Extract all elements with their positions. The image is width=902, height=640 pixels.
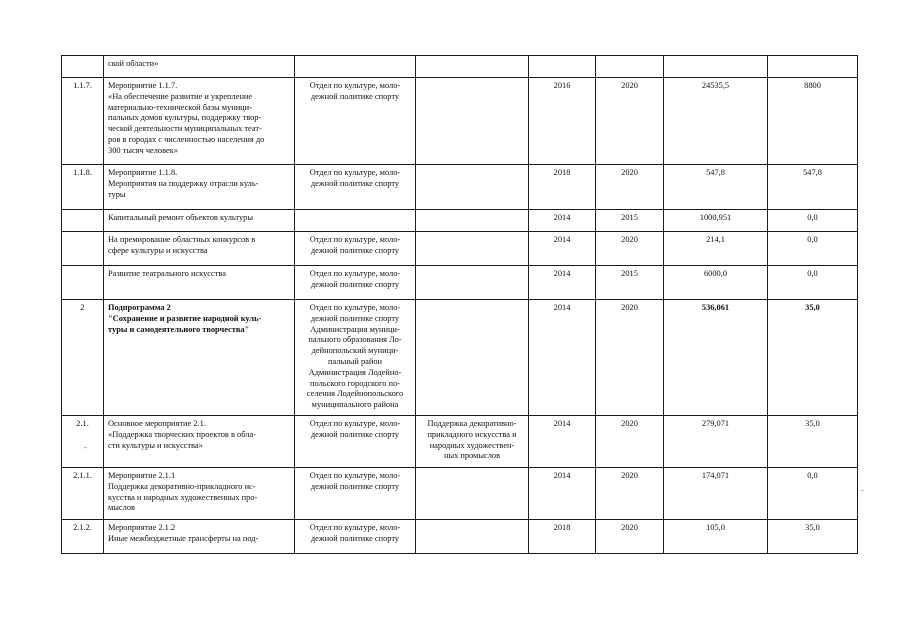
- responsible-cell: Отдел по культуре, моло- дежной политике спорту: [295, 468, 416, 520]
- current-amount-cell: [768, 56, 858, 78]
- result-cell: [416, 165, 529, 210]
- current-amount-cell: 35,0: [768, 520, 858, 554]
- table-row: [62, 416, 858, 468]
- activity-name-cell: Подпрограмма 2 "Сохранение и развитие народной куль- туры и самодеятельного творчества": [104, 300, 295, 416]
- total-amount-cell: 536,061: [664, 300, 768, 416]
- total-amount-cell: 279,071: [664, 416, 768, 468]
- total-amount-cell: 24535,5: [664, 78, 768, 165]
- table-row: [62, 56, 858, 78]
- row-number-cell: [62, 56, 104, 78]
- table-row: [62, 78, 858, 165]
- row-number-cell: [62, 232, 104, 266]
- responsible-cell: Отдел по культуре, моло- дежной политике спорту: [295, 520, 416, 554]
- result-cell: [416, 78, 529, 165]
- start-year-cell: 2014: [529, 232, 596, 266]
- table-row: [62, 232, 858, 266]
- current-amount-cell: 547,8: [768, 165, 858, 210]
- responsible-cell: Отдел по культуре, моло- дежной политике спорту: [295, 266, 416, 300]
- current-amount-cell: 35,0: [768, 416, 858, 468]
- current-amount-cell: 8800: [768, 78, 858, 165]
- end-year-cell: 2020: [596, 78, 664, 165]
- row-number-cell: 2.1.: [62, 416, 104, 468]
- start-year-cell: 2016: [529, 78, 596, 165]
- responsible-cell: [295, 210, 416, 232]
- row-number-cell: [62, 210, 104, 232]
- current-amount-cell: 0,0: [768, 468, 858, 520]
- table-row: [62, 165, 858, 210]
- result-cell: Поддержка декоративно- прикладного искусства и народных художествен- ных промыслов: [416, 416, 529, 468]
- activity-name-cell: Основное мероприятие 2.1. «Поддержка творческих проектов в обла- сти культуры и искусства»: [104, 416, 295, 468]
- start-year-cell: 2014: [529, 266, 596, 300]
- current-amount-cell: 0,0: [768, 232, 858, 266]
- start-year-cell: 2018: [529, 520, 596, 554]
- scan-mark: -: [861, 486, 864, 495]
- responsible-cell: Отдел по культуре, моло- дежной политике спорту: [295, 165, 416, 210]
- total-amount-cell: 547,8: [664, 165, 768, 210]
- responsible-cell: Отдел по культуре, моло- дежной политике спорту Администрация муници- пального образования Ло- дейнопольский муници- пальный район Администрация Лодейно- польского городского по- селения Лодейнопольского муниципального района: [295, 300, 416, 416]
- current-amount-cell: 0,0: [768, 266, 858, 300]
- end-year-cell: 2020: [596, 416, 664, 468]
- row-number-cell: 1.1.7.: [62, 78, 104, 165]
- result-cell: [416, 468, 529, 520]
- start-year-cell: [529, 56, 596, 78]
- total-amount-cell: [664, 56, 768, 78]
- activity-name-cell: Развитие театрального искусства: [104, 266, 295, 300]
- table-body: [62, 56, 858, 554]
- activity-name-cell: На премирование областных конкурсов в сфере культуры и искусства: [104, 232, 295, 266]
- activity-name-cell: Капитальный ремонт объектов культуры: [104, 210, 295, 232]
- row-number-cell: 1.1.8.: [62, 165, 104, 210]
- table-row: [62, 520, 858, 554]
- row-number-cell: [62, 266, 104, 300]
- result-cell: [416, 210, 529, 232]
- result-cell: [416, 56, 529, 78]
- program-table: [61, 55, 858, 554]
- activity-name-cell: Мероприятие 1.1.7. «На обеспечение развитие и укрепление материально-технической базы муници- пальных домов культуры, поддержку твор- ческой деятельности муниципальных теат- ров в городах с численностью населения до 300 тысяч человек»: [104, 78, 295, 165]
- responsible-cell: Отдел по культуре, моло- дежной политике спорту: [295, 232, 416, 266]
- row-number-cell: 2.1.1.: [62, 468, 104, 520]
- total-amount-cell: 174,071: [664, 468, 768, 520]
- current-amount-cell: 0,0: [768, 210, 858, 232]
- row-number-cell: 2.1.2.: [62, 520, 104, 554]
- end-year-cell: 2020: [596, 165, 664, 210]
- total-amount-cell: 6000,0: [664, 266, 768, 300]
- table-row: [62, 266, 858, 300]
- start-year-cell: 2018: [529, 165, 596, 210]
- result-cell: [416, 520, 529, 554]
- result-cell: [416, 232, 529, 266]
- end-year-cell: 2020: [596, 468, 664, 520]
- activity-name-cell: Мероприятие 2.1.1 Поддержка декоративно-прикладного ис- кусства и народных художественных про- мыслов: [104, 468, 295, 520]
- result-cell: [416, 266, 529, 300]
- responsible-cell: Отдел по культуре, моло- дежной политике спорту: [295, 416, 416, 468]
- start-year-cell: 2014: [529, 300, 596, 416]
- end-year-cell: [596, 56, 664, 78]
- end-year-cell: 2015: [596, 266, 664, 300]
- end-year-cell: 2020: [596, 520, 664, 554]
- table-row: [62, 300, 858, 416]
- total-amount-cell: 1000,951: [664, 210, 768, 232]
- scan-mark: -: [84, 443, 87, 452]
- activity-name-cell: Мероприятие 1.1.8. Мероприятия на поддержку отрасли куль- туры: [104, 165, 295, 210]
- activity-name-cell: Мероприятие 2.1.2 Иные межбюджетные трансферты на под-: [104, 520, 295, 554]
- start-year-cell: 2014: [529, 416, 596, 468]
- end-year-cell: 2020: [596, 300, 664, 416]
- end-year-cell: 2015: [596, 210, 664, 232]
- total-amount-cell: 105,0: [664, 520, 768, 554]
- total-amount-cell: 214,1: [664, 232, 768, 266]
- start-year-cell: 2014: [529, 468, 596, 520]
- end-year-cell: 2020: [596, 232, 664, 266]
- responsible-cell: Отдел по культуре, моло- дежной политике спорту: [295, 78, 416, 165]
- start-year-cell: 2014: [529, 210, 596, 232]
- current-amount-cell: 35,0: [768, 300, 858, 416]
- table-row: [62, 210, 858, 232]
- result-cell: [416, 300, 529, 416]
- responsible-cell: [295, 56, 416, 78]
- activity-name-cell: ской области»: [104, 56, 295, 78]
- table-row: [62, 468, 858, 520]
- row-number-cell: 2: [62, 300, 104, 416]
